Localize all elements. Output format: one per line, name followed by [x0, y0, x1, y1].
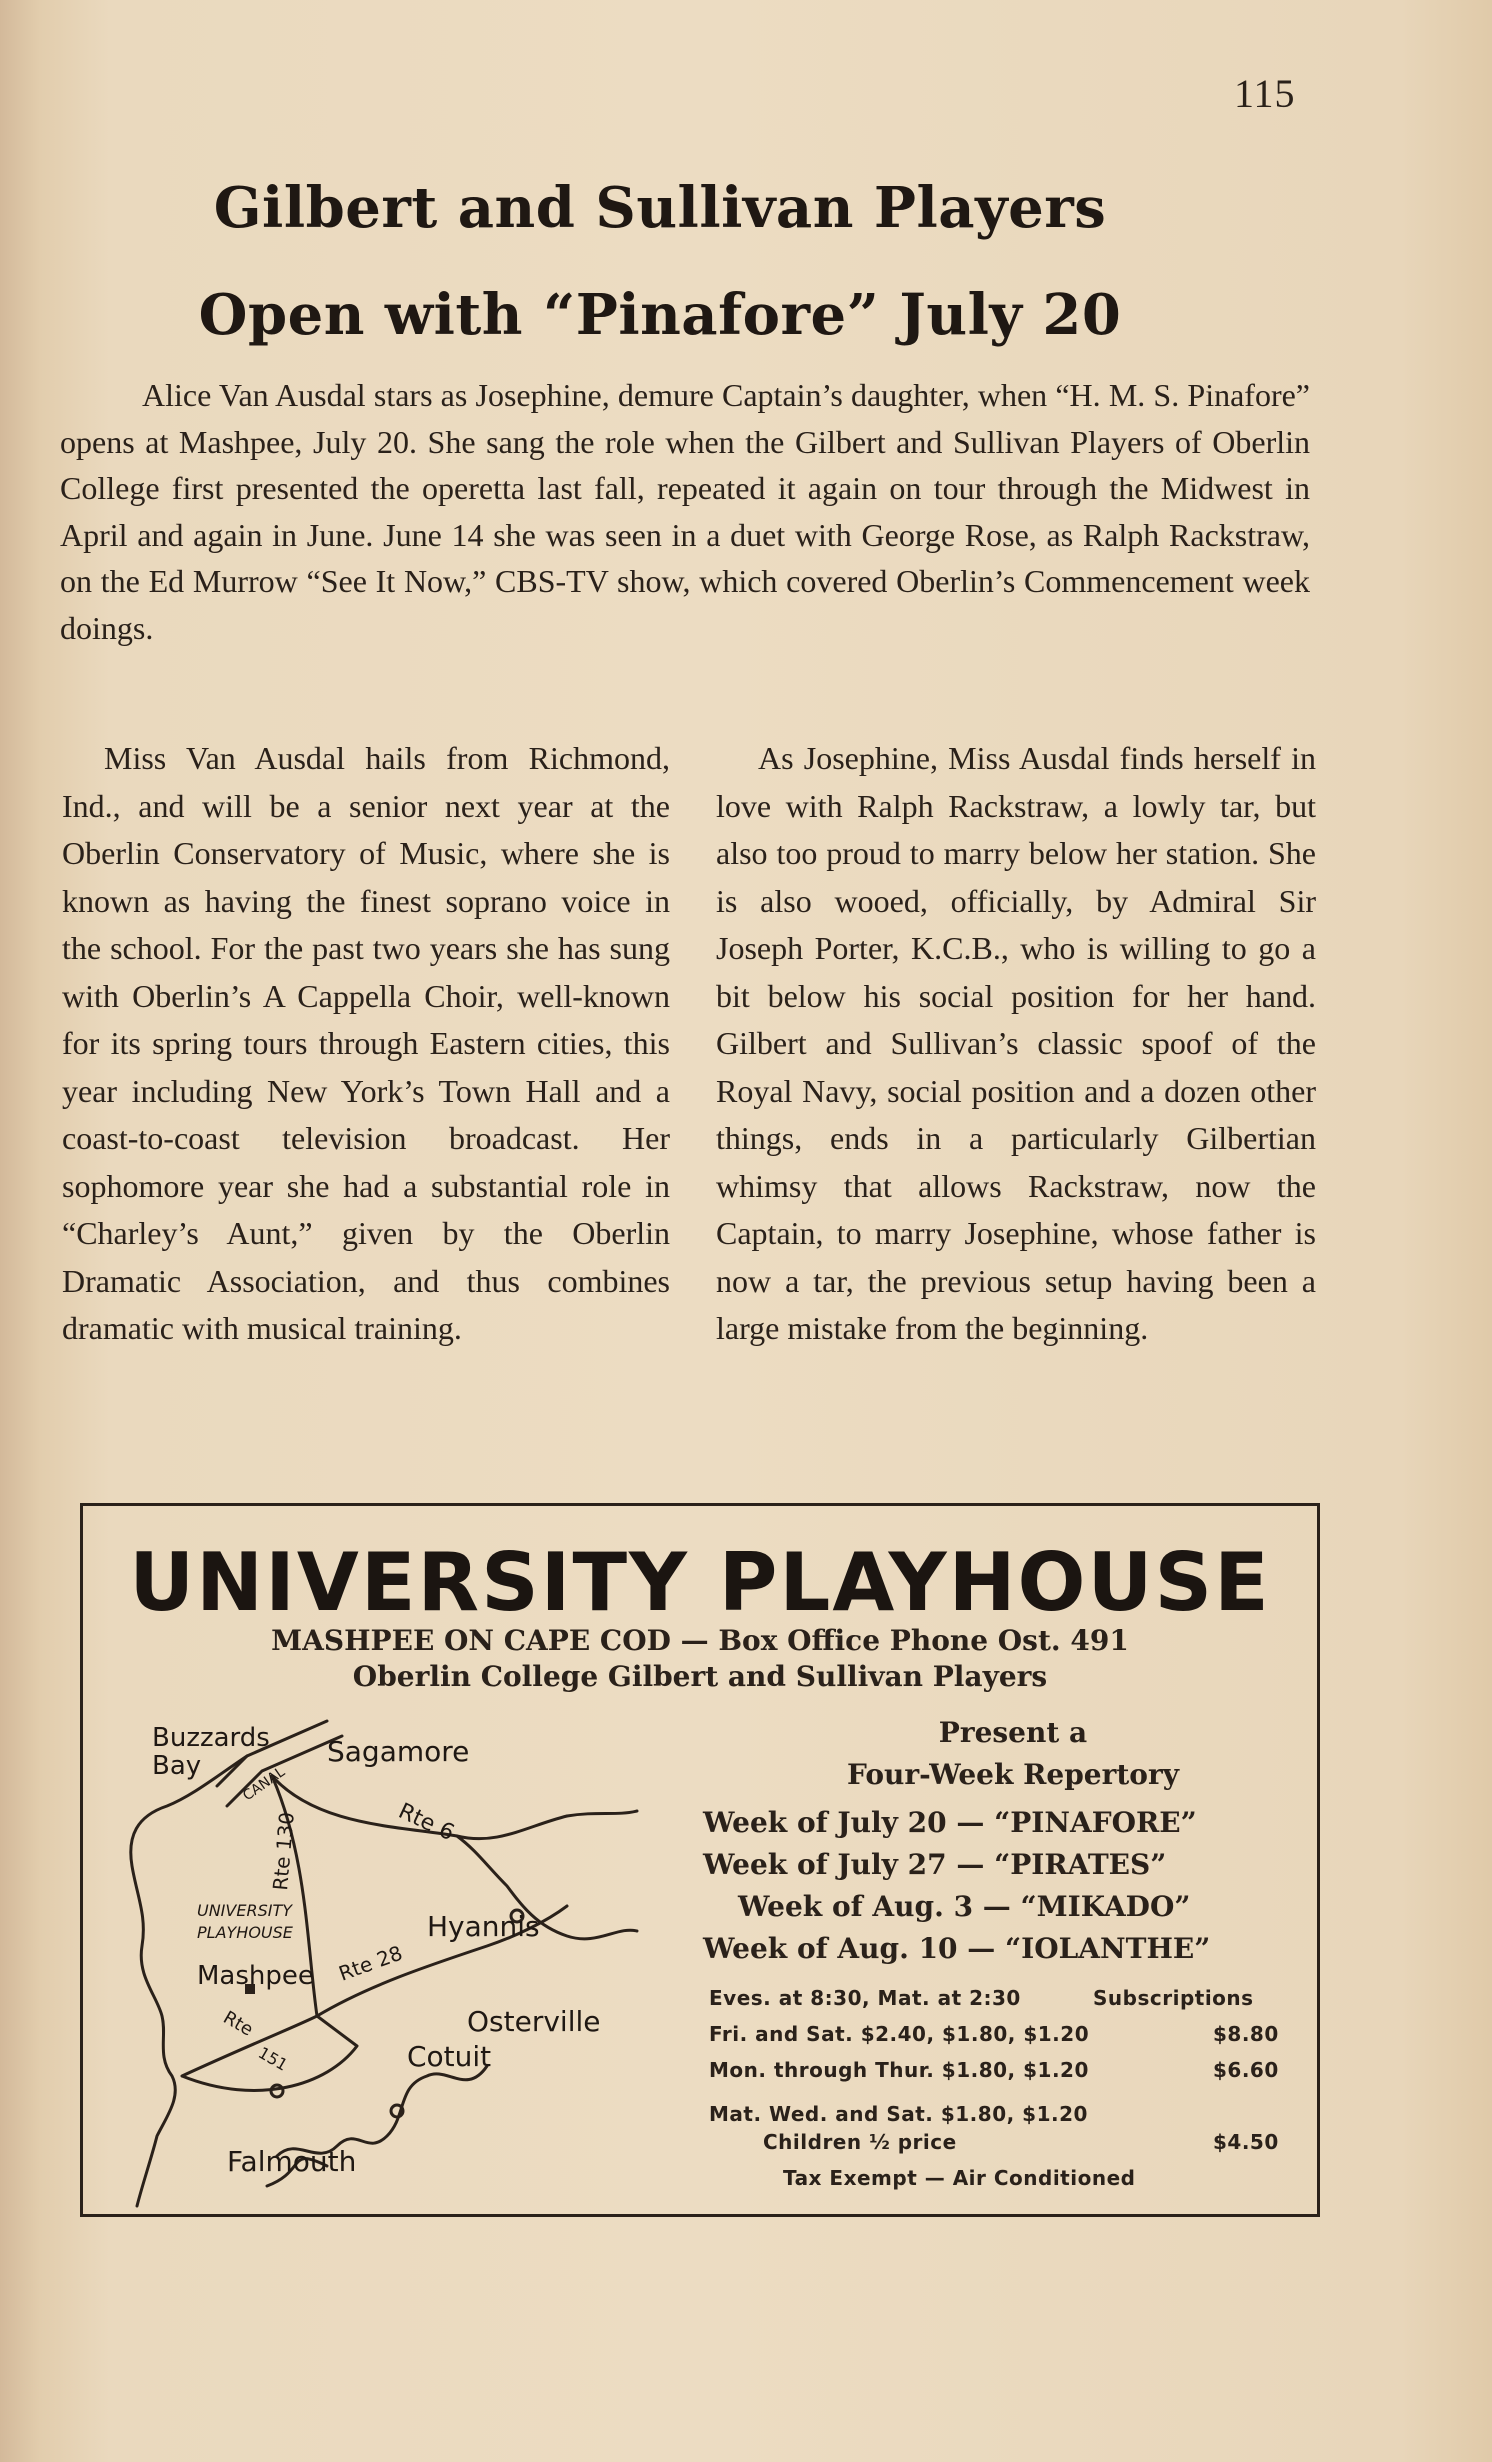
- price-children-sub: $4.50: [1213, 2130, 1279, 2154]
- week-pinafore: Week of July 20 — “PINAFORE”: [703, 1806, 1197, 1839]
- week-iolanthe: Week of Aug. 10 — “IOLANTHE”: [703, 1932, 1211, 1965]
- map-label-bay: Bay: [152, 1751, 202, 1781]
- article-column-right: As Josephine, Miss Ausdal finds herself in love with Ralph Rackstraw, a lowly tar, but also too proud to marry below her station. She is also wooed, officially, by Admiral Sir Joseph Porter, K.C.B., who is willing to go a bit below his social position for her hand. Gilbert and Sullivan’s classic spoof of the Royal Navy, social position and a dozen other things, ends in a particularly Gilbertian whimsy that allows Rackstraw, now the Captain, to marry Josephine, whose father is now a tar, the previous setup having been a large mistake from the beginning.: [716, 740, 1316, 1346]
- map-label-cotuit: Cotuit: [407, 2040, 492, 2073]
- map-label-playhouse: PLAYHOUSE: [197, 1923, 293, 1942]
- map-label-university: UNIVERSITY: [197, 1901, 292, 1920]
- price-evenings: Eves. at 8:30, Mat. at 2:30: [709, 1986, 1021, 2010]
- ad-title: UNIVERSITY PLAYHOUSE: [129, 1536, 1271, 1629]
- map-label-hyannis: Hyannis: [427, 1910, 540, 1943]
- price-matinee: Mat. Wed. and Sat. $1.80, $1.20: [709, 2102, 1088, 2126]
- map-label-canal: CANAL: [240, 1764, 288, 1805]
- price-children: Children ½ price: [763, 2130, 957, 2154]
- map-label-151: 151: [255, 2043, 291, 2075]
- map-label-sagamore: Sagamore: [327, 1735, 470, 1768]
- cape-cod-map: [97, 1716, 707, 2216]
- map-label-rte6: Rte 6: [394, 1798, 458, 1847]
- ad-subtitle-location: MASHPEE ON CAPE COD — Box Office Phone Ost. 491: [271, 1624, 1129, 1657]
- price-mon-thur: Mon. through Thur. $1.80, $1.20: [709, 2058, 1089, 2082]
- map-label-osterville: Osterville: [467, 2005, 601, 2038]
- price-fri-sat-sub: $8.80: [1213, 2022, 1279, 2046]
- ad-subtitle-players: Oberlin College Gilbert and Sullivan Players: [352, 1660, 1048, 1693]
- ad-present-line: Present a: [938, 1716, 1088, 1749]
- week-mikado: Week of Aug. 3 — “MIKADO”: [738, 1890, 1191, 1923]
- price-mon-thur-sub: $6.60: [1213, 2058, 1279, 2082]
- intro-paragraph: Alice Van Ausdal stars as Josephine, demure Captain’s daughter, when “H. M. S. Pinafore” opens at Mashpee, July 20. She sang the role when the Gilbert and Sullivan Players of Oberlin College first presented the operetta last fall, repeated it again on tour through the Midwest in April and again in June. June 14 she was seen in a duet with George Rose, as Ralph Rackstraw, on the Ed Murrow “See It Now,” CBS-TV show, which covered Oberlin’s Commencement week doings.: [60, 377, 1310, 646]
- playhouse-advertisement: [80, 1503, 1320, 2217]
- map-label-buzzards: Buzzards: [152, 1723, 270, 1753]
- week-pirates: Week of July 27 — “PIRATES”: [703, 1848, 1167, 1881]
- map-label-rte28: Rte 28: [335, 1940, 406, 1986]
- tax-exempt-note: Tax Exempt — Air Conditioned: [783, 2166, 1136, 2190]
- map-label-rte: Rte: [219, 2007, 257, 2041]
- page-number: 115: [1234, 71, 1296, 116]
- headline-line-2: Open with “Pinafore” July 20: [198, 282, 1122, 348]
- price-fri-sat: Fri. and Sat. $2.40, $1.80, $1.20: [709, 2022, 1090, 2046]
- map-label-falmouth: Falmouth: [227, 2145, 357, 2178]
- article-column-left: Miss Van Ausdal hails from Richmond, Ind., and will be a senior next year at the Oberlin Conservatory of Music, where she is known as having the finest soprano voice in the school. For the past two years she has sung with Oberlin’s A Cappella Choir, well-known for its spring tours through Eastern cities, this year including New York’s Town Hall and a coast-to-coast television broadcast. Her sophomore year she had a substantial role in “Charley’s Aunt,” given by the Oberlin Dramatic Association, and thus combines dramatic with musical training.: [62, 740, 670, 1346]
- map-label-mashpee: Mashpee: [197, 1961, 314, 1991]
- price-subscriptions-heading: Subscriptions: [1093, 1986, 1254, 2010]
- map-label-rte130: Rte 130: [268, 1811, 299, 1892]
- headline-line-1: Gilbert and Sullivan Players: [213, 175, 1107, 241]
- ad-repertory-line: Four-Week Repertory: [846, 1758, 1180, 1791]
